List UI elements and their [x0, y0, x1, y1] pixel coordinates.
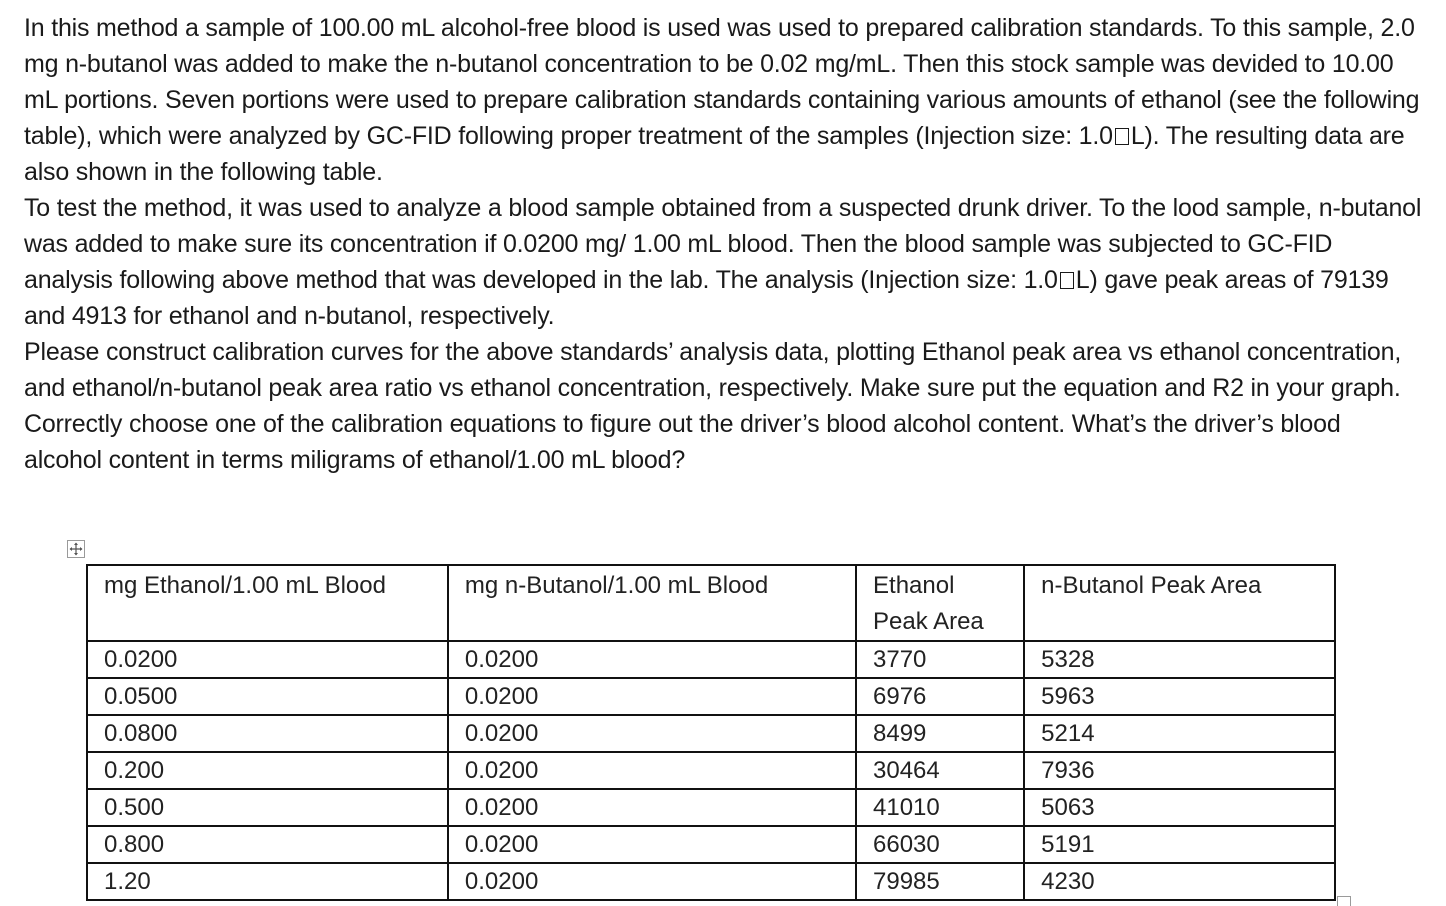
cell-ethanol-conc: 0.0200	[87, 641, 448, 678]
header-butanol-area: n-Butanol Peak Area	[1024, 565, 1335, 641]
cell-ethanol-conc: 1.20	[87, 863, 448, 900]
header-butanol-conc: mg n-Butanol/1.00 mL Blood	[448, 565, 856, 641]
cell-butanol-conc: 0.0200	[448, 678, 856, 715]
cell-ethanol-area: 66030	[856, 826, 1024, 863]
table-row	[87, 752, 1335, 789]
cell-ethanol-area: 3770	[856, 641, 1024, 678]
cell-butanol-area: 5963	[1024, 678, 1335, 715]
cell-ethanol-area: 41010	[856, 789, 1024, 826]
cell-butanol-conc: 0.0200	[448, 715, 856, 752]
table-header-row	[87, 565, 1335, 641]
cell-ethanol-area: 6976	[856, 678, 1024, 715]
header-ethanol-conc: mg Ethanol/1.00 mL Blood	[87, 565, 448, 641]
missing-glyph-box-icon	[1115, 128, 1129, 145]
cell-butanol-conc: 0.0200	[448, 863, 856, 900]
cell-ethanol-area: 8499	[856, 715, 1024, 752]
cell-butanol-area: 5214	[1024, 715, 1335, 752]
table-row	[87, 678, 1335, 715]
move-arrows-icon[interactable]	[67, 540, 85, 558]
cell-ethanol-conc: 0.500	[87, 789, 448, 826]
cell-ethanol-area: 79985	[856, 863, 1024, 900]
cell-ethanol-conc: 0.0800	[87, 715, 448, 752]
problem-text	[24, 10, 1424, 478]
cell-butanol-area: 5191	[1024, 826, 1335, 863]
cell-butanol-area: 7936	[1024, 752, 1335, 789]
table-row	[87, 715, 1335, 752]
table-row	[87, 789, 1335, 826]
cell-butanol-area: 4230	[1024, 863, 1335, 900]
paragraph-3: Please construct calibration curves for the above standards’ analysis data, plotting Ethanol peak area vs ethanol concentration, and ethanol/n-butanol peak area ratio vs ethanol concentration, respectively. Make sure put the equation and R2 in your graph. Correctly choose one of the calibration equations to figure out the driver’s blood alcohol content. What’s the driver’s blood alcohol content in terms miligrams of ethanol/1.00 mL blood?	[24, 338, 1402, 474]
cell-ethanol-area: 30464	[856, 752, 1024, 789]
resize-corner-icon[interactable]	[1337, 896, 1351, 906]
cell-butanol-area: 5063	[1024, 789, 1335, 826]
paragraph-2: To test the method, it was used to analyze a blood sample obtained from a suspected drunk driver. To the lood sample, n-butanol was added to make sure its concentration if 0.0200 mg/ 1.00 mL blood. Then the blood sample was subjected to GC-FID analysis following above method that was developed in the lab. The analysis (Injection size: 1.0 L) gave peak areas of 79139 and 4913 for ethanol and n-butanol, respectively.	[24, 194, 1422, 330]
cell-butanol-conc: 0.0200	[448, 789, 856, 826]
missing-glyph-box-icon	[1060, 272, 1074, 289]
cell-butanol-conc: 0.0200	[448, 752, 856, 789]
cell-ethanol-conc: 0.0500	[87, 678, 448, 715]
table-row	[87, 826, 1335, 863]
cell-ethanol-conc: 0.200	[87, 752, 448, 789]
cell-butanol-area: 5328	[1024, 641, 1335, 678]
calibration-data-table	[86, 564, 1336, 901]
cell-ethanol-conc: 0.800	[87, 826, 448, 863]
paragraph-1: In this method a sample of 100.00 mL alcohol-free blood is used was used to prepared calibration standards. To this sample, 2.0 mg n-butanol was added to make the n-butanol concentration to be 0.02 mg/mL. Then this stock sample was devided to 10.00 mL portions. Seven portions were used to prepare calibration standards containing various amounts of ethanol (see the following table), which were analyzed by GC-FID following proper treatment of the samples (Injection size: 1.0 L). The resulting data are also shown in the following table.	[24, 14, 1420, 186]
table-row	[87, 641, 1335, 678]
table-row	[87, 863, 1335, 900]
header-ethanol-area: Ethanol Peak Area	[856, 565, 1024, 641]
move-arrows-icon-glyph	[69, 542, 83, 556]
cell-butanol-conc: 0.0200	[448, 826, 856, 863]
cell-butanol-conc: 0.0200	[448, 641, 856, 678]
